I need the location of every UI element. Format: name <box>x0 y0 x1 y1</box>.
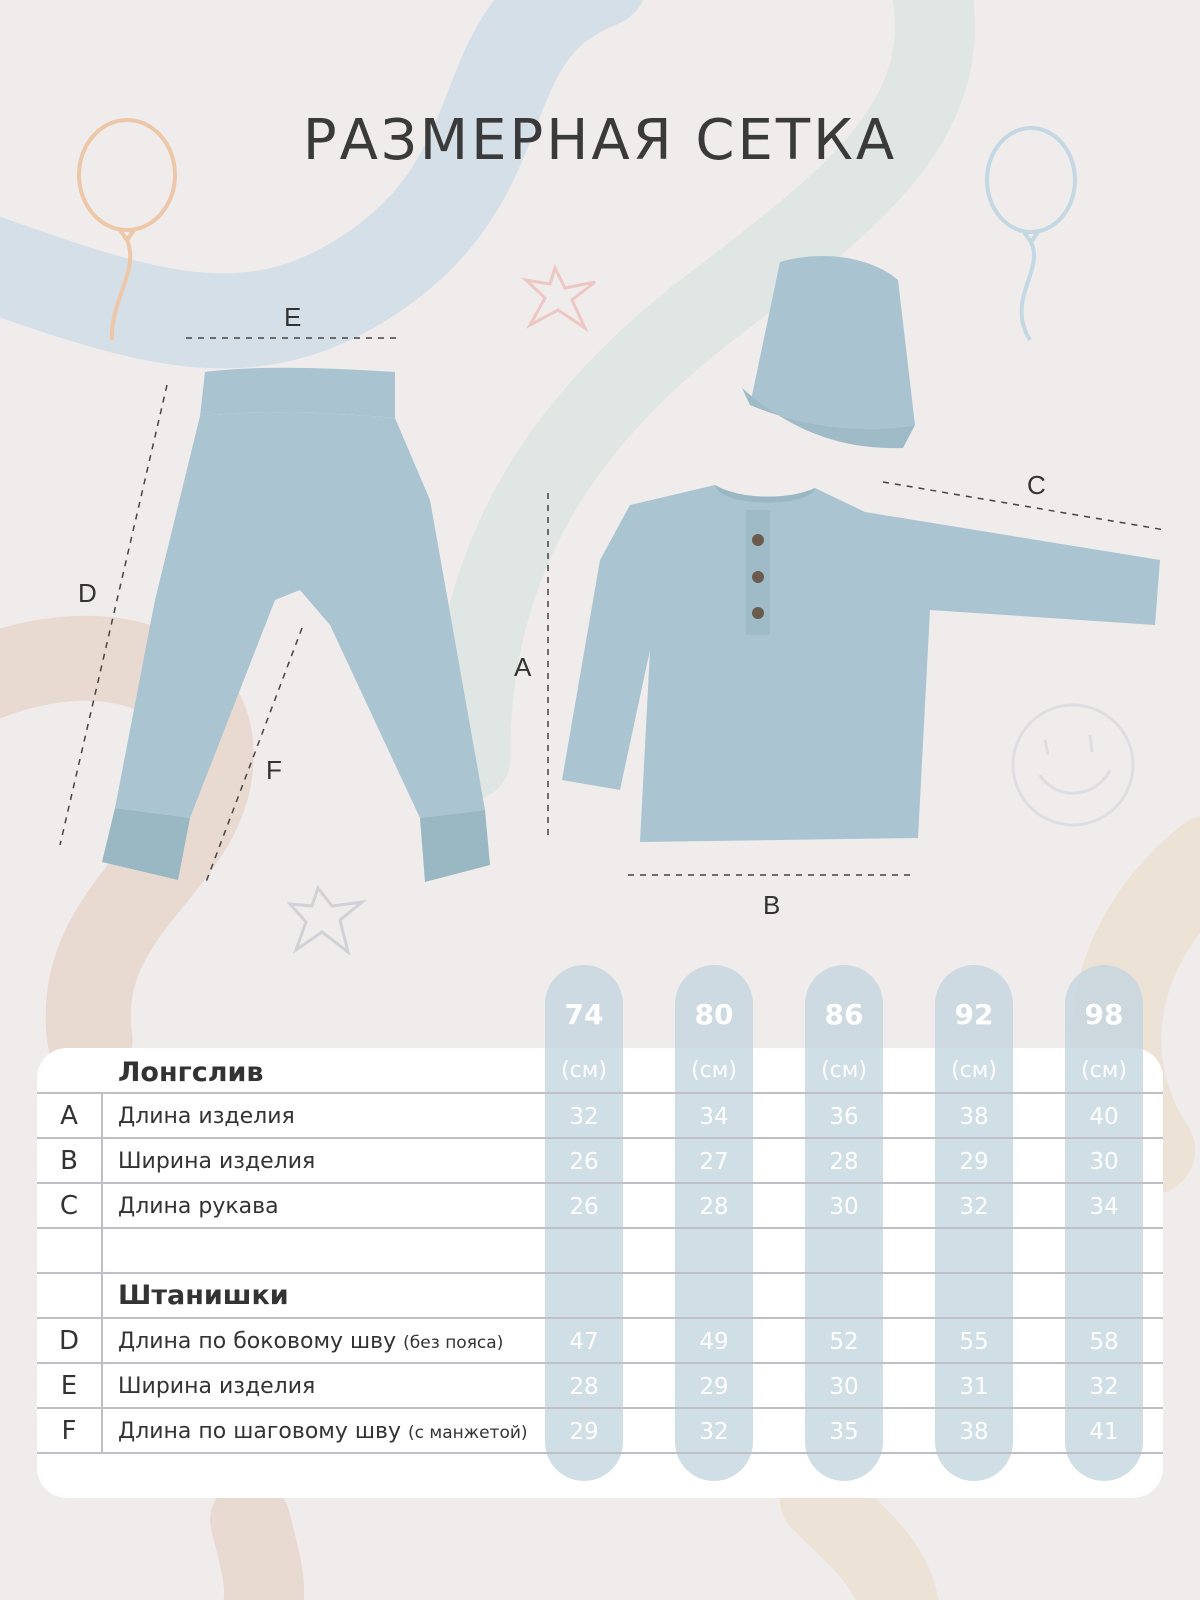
size-header: 92 <box>954 998 994 1031</box>
table-cell: 26 <box>569 1149 599 1175</box>
size-column-92 <box>935 965 1013 1481</box>
size-header: 74 <box>564 998 604 1031</box>
table-cell: 31 <box>959 1374 989 1400</box>
table-cell: 28 <box>569 1374 599 1400</box>
table-cell: 38 <box>959 1104 989 1130</box>
table-cell: 40 <box>1089 1104 1119 1130</box>
row-letter: F <box>61 1416 77 1446</box>
table-cell: 49 <box>699 1329 729 1355</box>
row-letter: E <box>60 1371 78 1401</box>
row-label <box>118 1104 295 1129</box>
table-cell: 47 <box>569 1329 599 1355</box>
balloon-icon <box>987 128 1075 340</box>
row-label-text: Длина рукава <box>118 1194 279 1219</box>
row-label <box>118 1194 279 1219</box>
size-header: 86 <box>824 998 864 1031</box>
row-letter: D <box>58 1326 80 1356</box>
size-column-98 <box>1065 965 1143 1481</box>
table-cell: 41 <box>1089 1419 1119 1445</box>
table-divider <box>37 1272 1163 1274</box>
size-column-80 <box>675 965 753 1481</box>
table-cell: 34 <box>1089 1194 1119 1220</box>
size-column-86 <box>805 965 883 1481</box>
table-divider <box>37 1092 1163 1094</box>
row-label-text: Длина изделия <box>118 1104 295 1129</box>
dimension-label-a: A <box>514 652 532 682</box>
row-label-text: Длина по шаговому шву <box>118 1419 402 1444</box>
table-column-divider <box>101 1092 103 1454</box>
dimension-label-b: B <box>763 890 781 920</box>
table-cell: 29 <box>959 1149 989 1175</box>
size-unit: (см) <box>1081 1058 1127 1083</box>
table-cell: 30 <box>829 1374 859 1400</box>
dimension-label-c: C <box>1027 470 1046 500</box>
table-divider <box>37 1452 1163 1454</box>
dimension-label-f: F <box>266 755 282 785</box>
table-cell: 38 <box>959 1419 989 1445</box>
table-divider <box>37 1407 1163 1409</box>
table-divider <box>37 1182 1163 1184</box>
table-cell: 27 <box>699 1149 729 1175</box>
size-header: 80 <box>694 998 734 1031</box>
table-cell: 28 <box>699 1194 729 1220</box>
row-letter: B <box>60 1146 78 1176</box>
row-letter: A <box>60 1101 78 1131</box>
table-cell: 55 <box>959 1329 989 1355</box>
table-cell: 32 <box>699 1419 729 1445</box>
star-icon <box>290 888 362 952</box>
table-cell: 35 <box>829 1419 859 1445</box>
longsleeve-illustration <box>562 485 1160 842</box>
section-title-pants: Штанишки <box>118 1280 289 1311</box>
hat-illustration <box>742 256 915 448</box>
table-divider <box>37 1362 1163 1364</box>
table-cell: 30 <box>1089 1149 1119 1175</box>
row-letter: C <box>59 1191 79 1221</box>
dimension-label-e: E <box>284 302 302 332</box>
table-cell: 32 <box>569 1104 599 1130</box>
pants-illustration <box>102 368 490 882</box>
table-cell: 32 <box>959 1194 989 1220</box>
table-cell: 29 <box>569 1419 599 1445</box>
size-unit: (см) <box>951 1058 997 1083</box>
table-cell: 28 <box>829 1149 859 1175</box>
size-unit: (см) <box>691 1058 737 1083</box>
page-title: РАЗМЕРНАЯ СЕТКА <box>302 107 898 173</box>
table-cell: 26 <box>569 1194 599 1220</box>
size-unit: (см) <box>821 1058 867 1083</box>
size-header: 98 <box>1084 998 1124 1031</box>
row-label-text: Ширина изделия <box>118 1149 316 1174</box>
smiley-icon <box>1013 705 1133 825</box>
row-label <box>118 1149 315 1174</box>
row-label-text: Длина по боковому шву <box>118 1329 397 1354</box>
table-divider <box>37 1227 1163 1229</box>
row-label-note: (без пояса) <box>403 1333 504 1353</box>
row-label <box>118 1329 503 1354</box>
dimension-label-d: D <box>78 578 97 608</box>
row-label-text: Ширина изделия <box>118 1374 316 1399</box>
table-divider <box>37 1317 1163 1319</box>
size-unit: (см) <box>561 1058 607 1083</box>
size-column-74 <box>545 965 623 1481</box>
table-cell: 52 <box>829 1329 859 1355</box>
section-title-longsleeve: Лонгслив <box>118 1057 264 1088</box>
row-label-note: (с манжетой) <box>408 1423 528 1443</box>
table-cell: 36 <box>829 1104 859 1130</box>
table-cell: 34 <box>699 1104 729 1130</box>
row-label <box>118 1419 528 1444</box>
table-cell: 30 <box>829 1194 859 1220</box>
table-cell: 32 <box>1089 1374 1119 1400</box>
star-icon <box>526 268 595 328</box>
table-divider <box>37 1137 1163 1139</box>
balloon-icon <box>79 120 175 340</box>
table-cell: 58 <box>1089 1329 1119 1355</box>
table-cell: 29 <box>699 1374 729 1400</box>
row-label <box>118 1374 315 1399</box>
